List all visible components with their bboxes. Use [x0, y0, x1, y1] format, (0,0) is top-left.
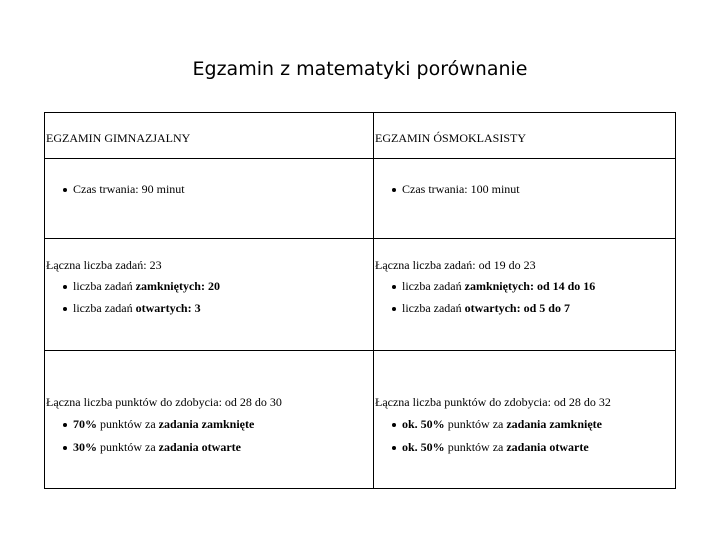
points-total-text: Łączna liczba punktów do zdobycia: od 28 do 30: [46, 395, 282, 409]
open-points-text: ok. 50% punktów za zadania otwarte: [402, 440, 589, 454]
bullet-icon: [392, 307, 396, 311]
column-header: EGZAMIN ÓSMOKLASISTY: [375, 131, 527, 145]
duration-text: Czas trwania: 100 minut: [402, 182, 520, 196]
bullet-icon: [63, 307, 67, 311]
column-gimnazjalny: [45, 113, 373, 488]
bullet-icon: [63, 285, 67, 289]
bullet-icon: [63, 188, 67, 192]
page-title: Egzamin z matematyki porównanie: [192, 58, 528, 80]
comparison-table: [44, 112, 676, 489]
bullet-icon: [392, 446, 396, 450]
bullet-icon: [63, 446, 67, 450]
open-tasks-text: liczba zadań otwartych: od 5 do 7: [402, 301, 570, 315]
bullet-icon: [392, 423, 396, 427]
bullet-icon: [63, 423, 67, 427]
tasks-total-text: Łączna liczba zadań: od 19 do 23: [375, 258, 536, 272]
column-header: EGZAMIN GIMNAZJALNY: [46, 131, 191, 145]
closed-tasks-text: liczba zadań zamkniętych: od 14 do 16: [402, 279, 596, 293]
closed-points-text: 70% punktów za zadania zamknięte: [73, 417, 255, 431]
column-osmoklasisty: [374, 113, 677, 488]
open-tasks-text: liczba zadań otwartych: 3: [73, 301, 201, 315]
tasks-total-text: Łączna liczba zadań: 23: [46, 258, 162, 272]
closed-tasks-text: liczba zadań zamkniętych: 20: [73, 279, 220, 293]
bullet-icon: [392, 285, 396, 289]
points-total-text: Łączna liczba punktów do zdobycia: od 28 do 32: [375, 395, 611, 409]
bullet-icon: [392, 188, 396, 192]
open-points-text: 30% punktów za zadania otwarte: [73, 440, 241, 454]
closed-points-text: ok. 50% punktów za zadania zamknięte: [402, 417, 603, 431]
duration-text: Czas trwania: 90 minut: [73, 182, 185, 196]
